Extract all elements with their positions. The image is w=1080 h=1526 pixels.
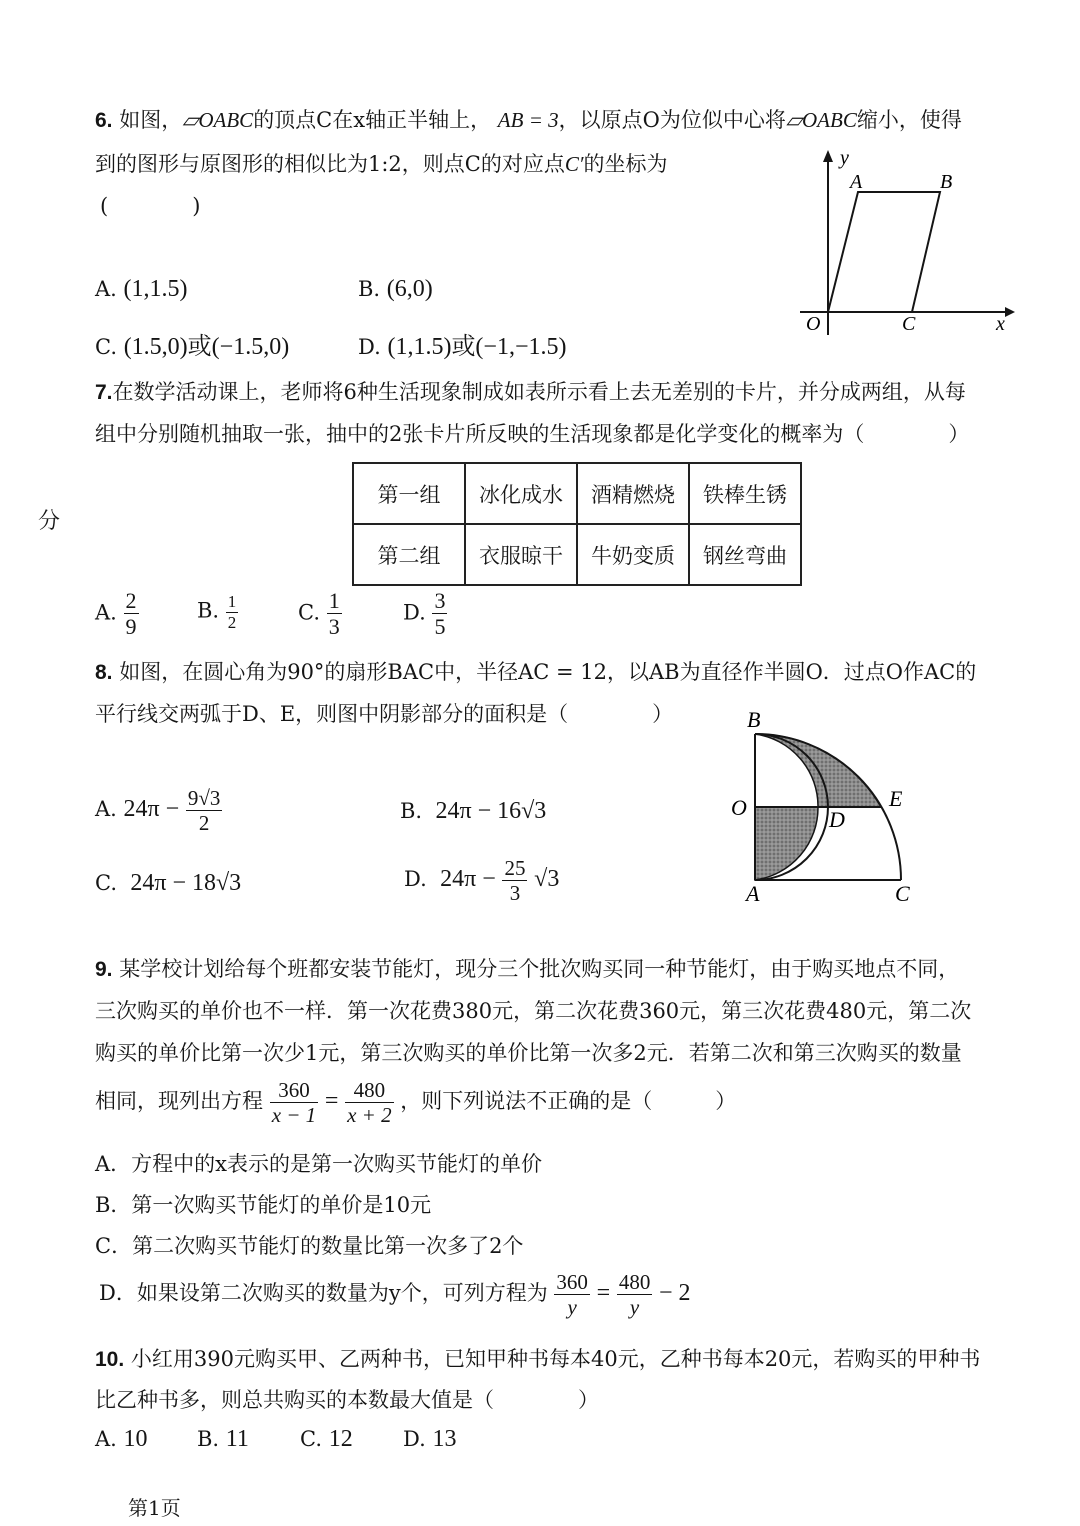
label-a: A [746, 881, 760, 906]
table-cell: 第一组 [353, 463, 465, 524]
label-c: C [902, 313, 916, 335]
table-row [353, 463, 801, 524]
label-e: E [889, 786, 903, 811]
q8-option-c[interactable]: C. 24π − 18√3 [95, 870, 242, 896]
y-axis-arrow-icon [823, 150, 833, 162]
q6-line1: 6. 如图，▱OABC的顶点C在x轴正半轴上， AB = 3，以原点O为位似中心将▱OABC缩小，使得 [95, 108, 962, 132]
q7-line1: 7.在数学活动课上，老师将6种生活现象制成如表所示看上去无差别的卡片，并分成两组，从每 [95, 380, 966, 404]
q7-line2: 组中分别随机抽取一张，抽中的2张卡片所反映的生活现象都是化学变化的概率为（ ） [95, 422, 970, 446]
label-o: O [806, 313, 821, 335]
q6-number: 6. [95, 109, 113, 132]
q8-number: 8. [95, 661, 113, 684]
parallelogram-oabc [828, 192, 940, 312]
q8-figure-sector [725, 705, 955, 910]
q10-line2: 比乙种书多，则总共购买的本数最大值是（ ） [95, 1388, 599, 1412]
shaded-region-lower [755, 807, 818, 880]
q9-line4: 相同，现列出方程 $\frac{360}{x - 1}$ = $\frac{480}{x + 2}$ ，则下列说法不正确的是（ ） [95, 1078, 737, 1128]
q10-option-b[interactable]: B. 11 [197, 1426, 249, 1452]
q9-line2: 三次购买的单价也不一样．第一次花费380元，第二次花费360元，第三次花费480元，第二次 [95, 999, 972, 1023]
q9-option-d[interactable]: D．如果设第二次购买的数量为y个，可列方程为 $\frac{360}{y}$ = $\frac{480}{y}$ − 2 [99, 1270, 691, 1320]
q10-option-a[interactable]: A. 10 [95, 1426, 148, 1452]
table-cell: 铁棒生锈 [689, 463, 801, 524]
q6-figure-parallelogram [790, 140, 1020, 340]
q8-option-a[interactable]: A. 24π − $\frac{9√3}{2}$ [95, 786, 221, 836]
q7-option-a[interactable]: A. $\frac{2}{9}$ [95, 588, 137, 640]
label-d: D [829, 807, 845, 832]
q10-option-d[interactable]: D. 13 [403, 1426, 457, 1452]
page-footer: 第1页 [128, 1496, 181, 1520]
q7-option-b[interactable]: B. $\frac{1}{2}$ [197, 592, 237, 632]
q6-option-a[interactable]: A. (1,1.5) [95, 276, 188, 302]
q9-line1: 9. 某学校计划给每个班都安装节能灯，现分三个批次购买同一种节能灯，由于购买地点不同， [95, 957, 960, 981]
q8-line2: 平行线交两弧于D、E，则图中阴影部分的面积是（ ） [95, 702, 674, 726]
q9-option-c[interactable]: C．第二次购买节能灯的数量比第一次多了2个 [95, 1234, 524, 1258]
label-c: C [895, 881, 910, 906]
q10-number: 10. [95, 1348, 125, 1371]
label-x: x [996, 313, 1005, 335]
q6-option-b[interactable]: B. (6,0) [358, 276, 433, 302]
q8-option-d[interactable]: D. 24π − $\frac{25}{3}$ √3 [404, 856, 560, 906]
table-row [353, 524, 801, 585]
q10-line1: 10. 小红用390元购买甲、乙两种书，已知甲种书每本40元，乙种书每本20元，若购买的甲种书 [95, 1347, 981, 1371]
q7-option-c[interactable]: C. $\frac{1}{3}$ [298, 588, 340, 640]
q9-number: 9. [95, 958, 113, 981]
q6-option-d[interactable]: D. (1,1.5)或(−1,−1.5) [358, 334, 567, 360]
label-a: A [850, 171, 863, 193]
q9-line3: 购买的单价比第一次少1元，第三次购买的单价比第一次多2元．若第二次和第三次购买的数量 [95, 1041, 962, 1065]
q7-number: 7. [95, 381, 113, 404]
q9-option-a[interactable]: A．方程中的x表示的是第一次购买节能灯的单价 [95, 1152, 543, 1176]
table-cell: 钢丝弯曲 [689, 524, 801, 585]
table-cell: 酒精燃烧 [577, 463, 689, 524]
q6-answer-blank: ( ) [100, 194, 201, 218]
q7-card-table [352, 462, 802, 586]
table-cell: 第二组 [353, 524, 465, 585]
q6-line2: 到的图形与原图形的相似比为1:2，则点C的对应点C′的坐标为 [95, 152, 668, 176]
label-b: B [940, 171, 953, 193]
q8-option-b[interactable]: B. 24π − 16√3 [400, 798, 547, 824]
q6-option-c[interactable]: C. (1.5,0)或(−1.5,0) [95, 334, 290, 360]
label-o: O [731, 795, 747, 820]
label-y: y [840, 147, 849, 169]
q8-line1: 8. 如图，在圆心角为90°的扇形BAC中，半径AC = 12，以AB为直径作半圆O．过点O作AC的 [95, 660, 977, 684]
q7-option-d[interactable]: D. $\frac{3}{5}$ [403, 588, 446, 640]
table-cell: 冰化成水 [465, 463, 577, 524]
q10-option-c[interactable]: C. 12 [300, 1426, 353, 1452]
x-axis-arrow-icon [1005, 307, 1015, 317]
margin-mark: 分 [38, 509, 61, 534]
label-b: B [747, 707, 761, 732]
table-cell: 牛奶变质 [577, 524, 689, 585]
table-cell: 衣服晾干 [465, 524, 577, 585]
q9-option-b[interactable]: B．第一次购买节能灯的单价是10元 [95, 1193, 432, 1217]
